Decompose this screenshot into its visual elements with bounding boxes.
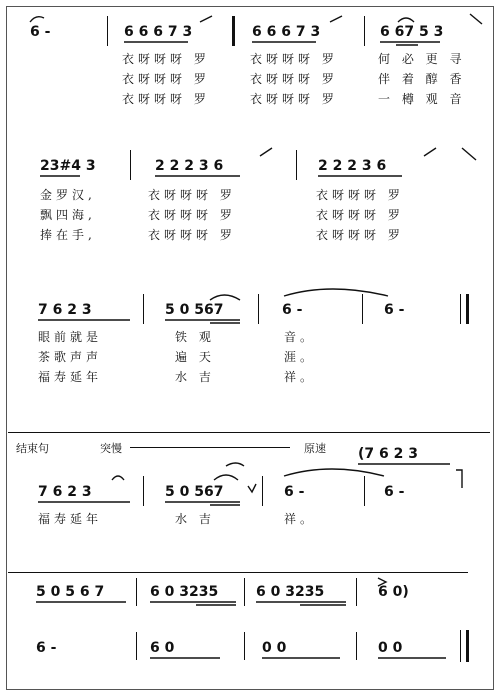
lyric: 涯。	[284, 350, 317, 364]
final-barline	[466, 294, 469, 324]
s3-measure-3: 6 -	[282, 302, 303, 318]
barline	[136, 578, 137, 606]
barline	[364, 476, 365, 506]
slow-extension-line	[130, 447, 290, 448]
lyric: 衣呀呀呀 罗	[250, 52, 338, 66]
barline	[130, 150, 131, 180]
barline	[362, 294, 363, 324]
section-divider	[8, 432, 490, 433]
s4-measure-3: 6 -	[284, 484, 305, 500]
s4-intro-phrase: (7 6 2 3	[358, 446, 418, 462]
slow-marking: 突慢	[100, 442, 122, 455]
staff-top-line	[8, 572, 468, 573]
barline	[356, 578, 357, 606]
s4-measure-1: 7 6 2 3	[38, 484, 92, 500]
lyric: 衣呀呀呀 罗	[316, 228, 404, 242]
s4-measure-4: 6 -	[384, 484, 405, 500]
s3-measure-2: 5 0 567	[165, 302, 224, 318]
s6-measure-1: 6 -	[36, 640, 57, 656]
lyric: 一 樽 观 音	[378, 92, 466, 106]
lyric: 铁 观	[175, 330, 215, 344]
lyric: 伴 着 醇 香	[378, 72, 466, 86]
s2-measure-1: 23#4 3	[40, 158, 96, 174]
barline	[143, 294, 144, 324]
s4-measure-2: 5 0 567	[165, 484, 224, 500]
s1-measure-2: 6 6 6 7 3	[124, 24, 193, 40]
barline	[262, 476, 263, 506]
lyric: 衣呀呀呀 罗	[122, 92, 210, 106]
lyric: 衣呀呀呀 罗	[148, 188, 236, 202]
s3-measure-4: 6 -	[384, 302, 405, 318]
barline	[460, 294, 461, 324]
s5-measure-3: 6 0 3235	[256, 584, 325, 600]
lyric: 音。	[284, 330, 317, 344]
barline	[232, 16, 235, 46]
barline	[460, 630, 461, 662]
barline	[244, 632, 245, 660]
lyric: 何 必 更 寻	[378, 52, 466, 66]
barline	[244, 578, 245, 606]
barline	[143, 476, 144, 506]
s1-measure-1: 6 -	[30, 24, 51, 40]
s3-measure-1: 7 6 2 3	[38, 302, 92, 318]
lyric: 茶歌声声	[38, 350, 103, 364]
s5-measure-4: 6 0)	[378, 584, 409, 600]
s5-measure-1: 5 0 5 6 7	[36, 584, 105, 600]
barline	[136, 632, 137, 660]
s5-measure-2: 6 0 3235	[150, 584, 219, 600]
lyric: 衣呀呀呀 罗	[316, 208, 404, 222]
lyric: 衣呀呀呀 罗	[122, 72, 210, 86]
lyric: 衣呀呀呀 罗	[250, 72, 338, 86]
lyric: 祥。	[284, 370, 317, 384]
lyric: 福寿延年	[38, 512, 103, 526]
lyric: 祥。	[284, 512, 317, 526]
ending-label: 结束句	[16, 442, 49, 455]
tempo-marking: 原速	[304, 442, 326, 455]
lyric: 遍 天	[175, 350, 215, 364]
barline	[364, 16, 365, 46]
barline	[296, 150, 297, 180]
lyric: 衣呀呀呀 罗	[122, 52, 210, 66]
s2-measure-2: 2 2 2 3 6	[155, 158, 224, 174]
s6-measure-2: 6 0	[150, 640, 175, 656]
s1-measure-4: 6 67 5 3	[380, 24, 444, 40]
lyric: 福寿延年	[38, 370, 103, 384]
s1-measure-3: 6 6 6 7 3	[252, 24, 321, 40]
lyric: 衣呀呀呀 罗	[148, 228, 236, 242]
lyric: 衣呀呀呀 罗	[250, 92, 338, 106]
final-barline	[466, 630, 469, 662]
lyric: 衣呀呀呀 罗	[148, 208, 236, 222]
lyric: 飘四海,	[40, 208, 96, 222]
lyric: 金罗汉,	[40, 188, 96, 202]
lyric: 水 吉	[175, 512, 215, 526]
lyric: 衣呀呀呀 罗	[316, 188, 404, 202]
barline	[258, 294, 259, 324]
s2-measure-3: 2 2 2 3 6	[318, 158, 387, 174]
barline	[356, 632, 357, 660]
s6-measure-4: 0 0	[378, 640, 403, 656]
lyric: 捧在手,	[40, 228, 96, 242]
lyric: 水 吉	[175, 370, 215, 384]
barline	[107, 16, 108, 46]
lyric: 眼前就是	[38, 330, 103, 344]
s6-measure-3: 0 0	[262, 640, 287, 656]
